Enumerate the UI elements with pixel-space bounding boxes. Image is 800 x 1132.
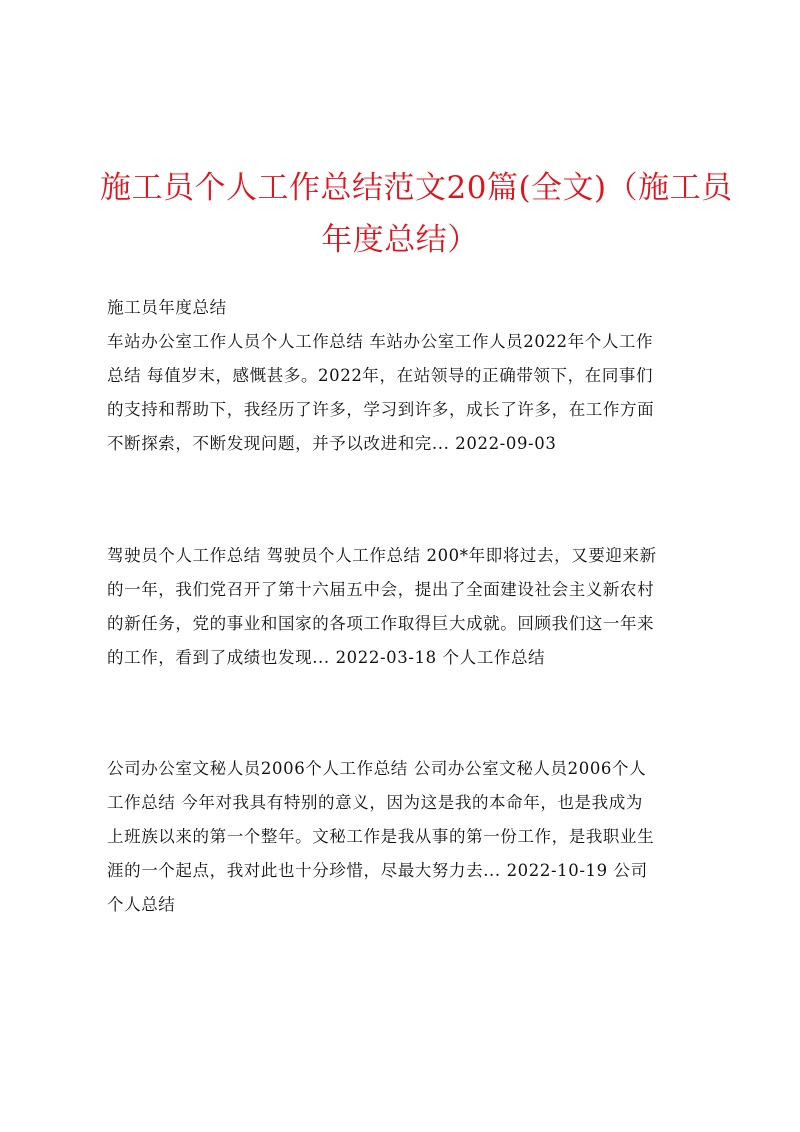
section-heading <box>107 291 703 325</box>
paragraph-line: 的支持和帮助下，我经历了许多，学习到许多，成长了许多，在工作方面 <box>107 400 655 419</box>
paragraph-line: 的工作，看到了成绩也发现... 2022-03-18 个人工作总结 <box>107 648 546 667</box>
paragraph-2 <box>107 539 703 675</box>
paragraph-line: 上班族以来的第一个整年。文秘工作是我从事的第一份工作，是我职业生 <box>107 827 655 846</box>
section-heading-text: 施工员年度总结 <box>107 298 227 317</box>
paragraph-line: 车站办公室工作人员个人工作总结 车站办公室工作人员2022年个人工作 <box>107 332 654 351</box>
title-line-2: 年度总结） <box>321 222 479 258</box>
paragraph-1 <box>107 325 703 461</box>
paragraph-line: 个人总结 <box>107 895 176 914</box>
paragraph-line: 涯的一个起点，我对此也十分珍惜，尽最大努力去... 2022-10-19 公司 <box>107 861 648 880</box>
paragraph-line: 不断探索，不断发现问题，并予以改进和完... 2022-09-03 <box>107 434 557 453</box>
paragraph-line: 总结 每值岁末，感慨甚多。2022年，在站领导的正确带领下，在同事们 <box>107 366 654 385</box>
paragraph-line: 驾驶员个人工作总结 驾驶员个人工作总结 200*年即将过去，又要迎来新 <box>107 546 657 565</box>
title-line-1: 施工员个人工作总结范文20篇(全文)（施工员 <box>100 170 733 206</box>
paragraph-line: 的新任务，党的事业和国家的各项工作取得巨大成就。回顾我们这一年来 <box>107 614 655 633</box>
paragraph-line: 公司办公室文秘人员2006个人工作总结 公司办公室文秘人员2006个人 <box>107 759 647 778</box>
paragraph-line: 的一年，我们党召开了第十六届五中会，提出了全面建设社会主义新农村 <box>107 580 655 599</box>
document-title <box>100 162 733 266</box>
paragraph-line: 工作总结 今年对我具有特别的意义，因为这是我的本命年，也是我成为 <box>107 793 643 812</box>
paragraph-3 <box>107 752 703 922</box>
